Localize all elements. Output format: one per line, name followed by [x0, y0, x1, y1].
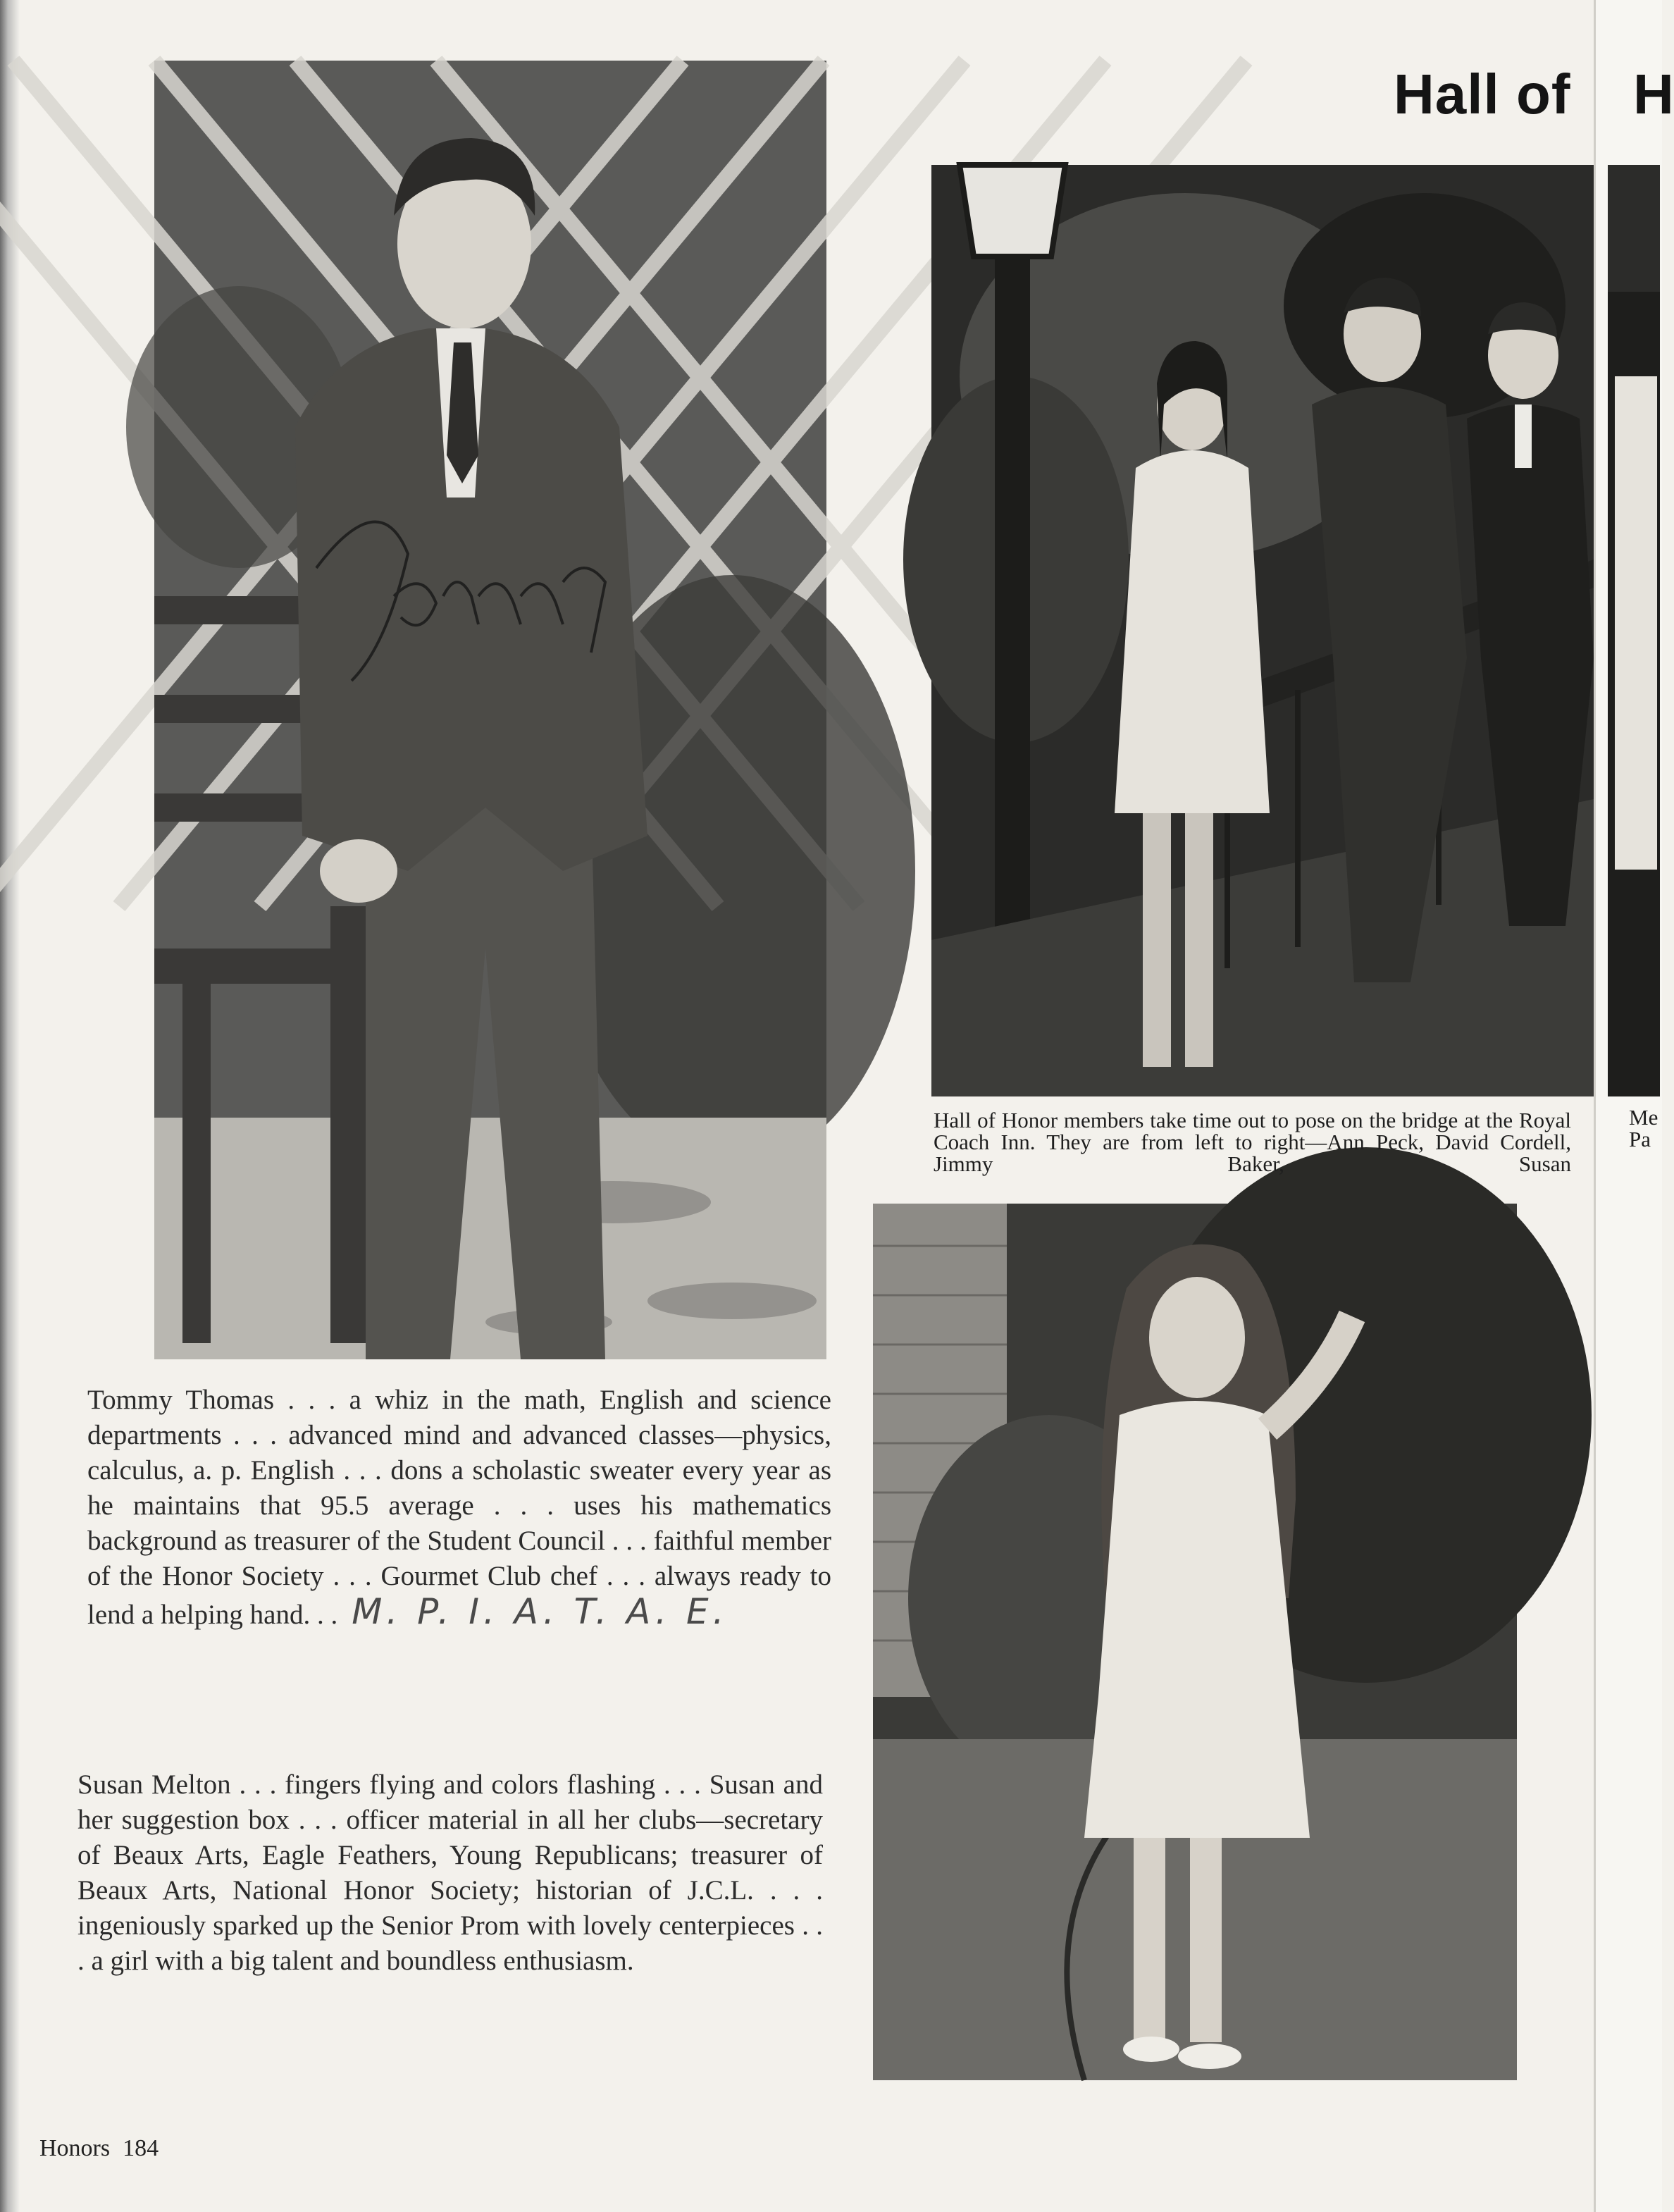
tommy-thomas-photo-art — [154, 61, 826, 1359]
facing-page-photo-fragment — [1608, 165, 1660, 1096]
tommy-thomas-bio-text: Tommy Thomas . . . a whiz in the math, English and science departments . . . advanced mind and advanced classes—physics, calculus, a. p. English . . . dons a scholastic sweater every year as he maintains that 95.5 average . . . uses his mathematics background as treasurer of the Student Council . . . faithful member of the Honor Society . . . Gourmet Club chef . . . always ready to lend a helping hand. . . — [87, 1385, 831, 1630]
binding-shadow — [0, 0, 20, 2212]
hall-of-honor-group-photo-art — [931, 165, 1594, 1096]
facing-page-photo-fragment-art — [1608, 165, 1660, 1096]
section-name: Honors — [39, 2135, 111, 2161]
tommy-thomas-bio — [87, 1383, 831, 1633]
tommy-thomas-photo — [154, 61, 826, 1359]
page-footer — [39, 2135, 159, 2162]
facing-page-caption-fragment: Me Pa — [1629, 1105, 1658, 1151]
group-photo-caption: Hall of Honor members take time out to pose on the bridge at the Royal Coach Inn. They are from left to right—Ann Peck, David Cordell, Jimmy Baker, Susan — [934, 1108, 1571, 1176]
susan-melton-photo-art — [873, 1204, 1517, 2080]
susan-melton-bio: Susan Melton . . . fingers flying and colors flashing . . . Susan and her suggestion box . . . officer material in all her clubs—secretary of Beaux Arts, Eagle Feathers, Young Republicans; treasurer of Beaux Arts, National Honor Society; historian of J.C.L. . . . ingeniously sparked up the Senior Prom with lovely centerpieces . . . a girl with a big talent and boundless enthusiasm. — [78, 1769, 823, 1976]
hall-of-honor-group-photo — [931, 165, 1594, 1096]
page-title-fragment: H — [1633, 63, 1674, 125]
page-title: Hall of — [1394, 63, 1571, 125]
susan-melton-photo — [873, 1204, 1517, 2080]
handwritten-note: M. P. I. A. T. A. E. — [352, 1591, 728, 1632]
page-number: 184 — [123, 2135, 159, 2161]
